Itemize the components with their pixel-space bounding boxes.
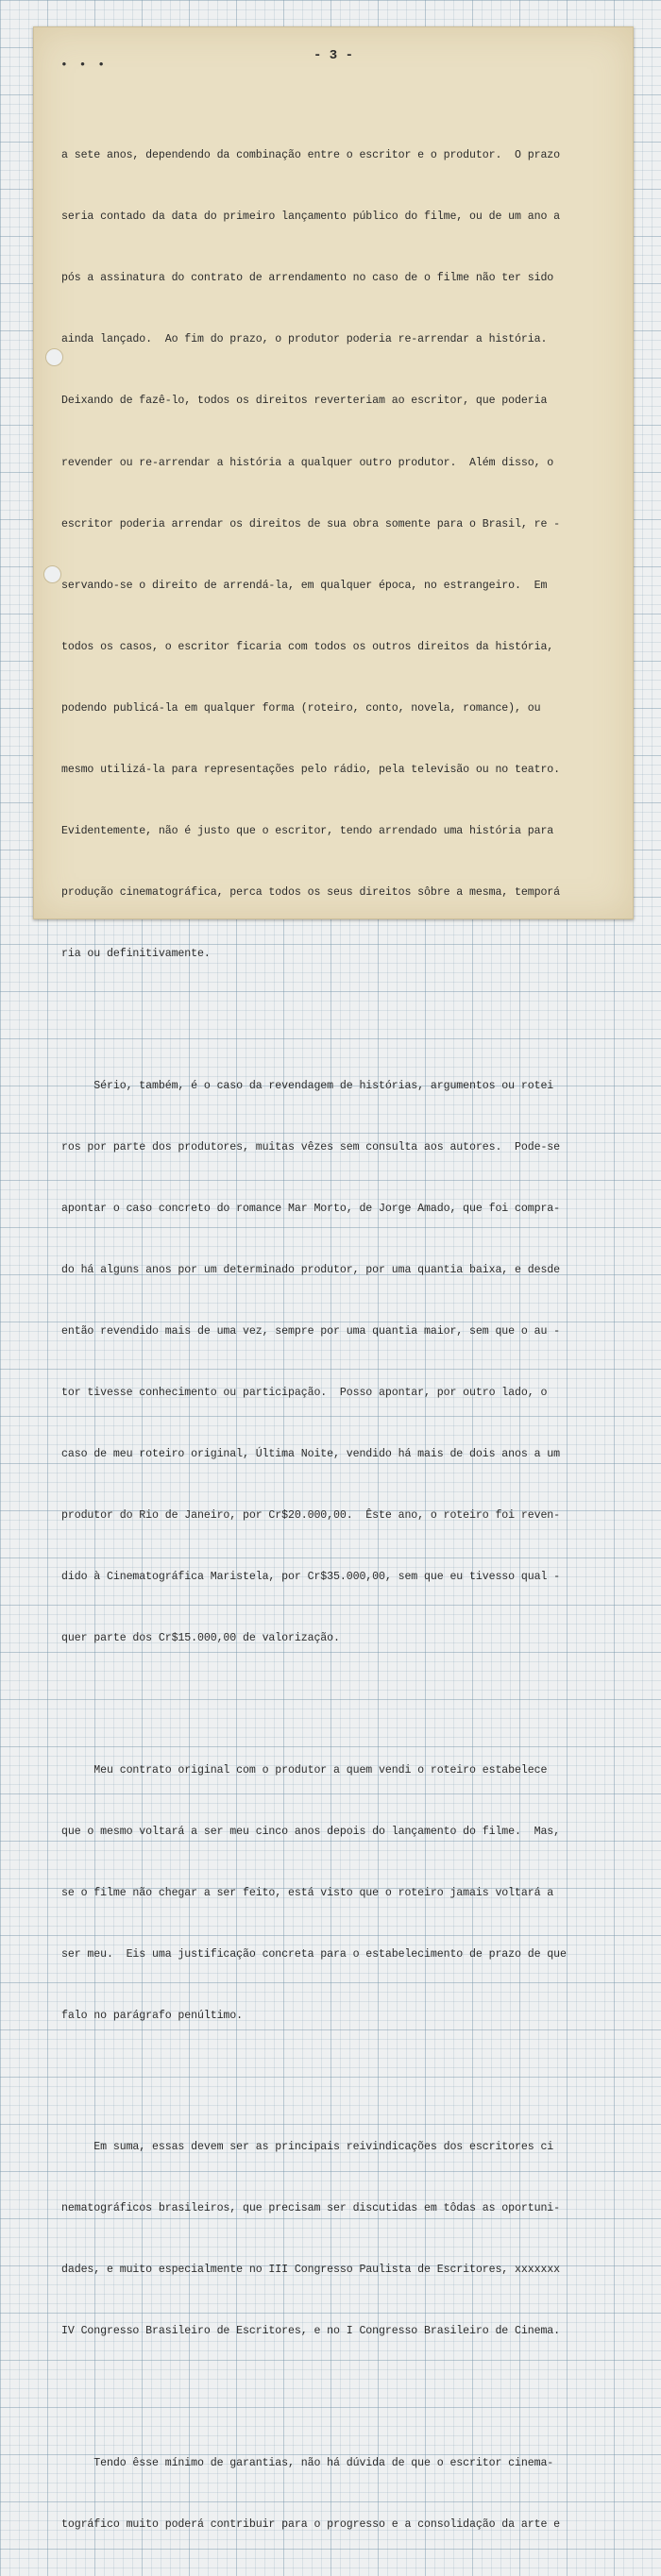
text-line: seria contado da data do primeiro lançamento público do filme, ou de um ano a [61,210,561,224]
text-line: se o filme não chegar a ser feito, está visto que o roteiro jamais voltará a [61,1886,554,1899]
text-line: Deixando de fazê-lo, todos os direitos reverteriam ao escritor, que poderia [61,395,548,408]
text-line: Meu contrato original com o produtor a quem vendi o roteiro estabelece [61,1763,548,1776]
text-line: tor tivesse conhecimento ou participação. Posso apontar, por outro lado, o [61,1387,548,1399]
text-line: escritor poderia arrendar os direitos de sua obra somente para o Brasil, re - [61,517,561,530]
corner-marks: • • • [60,58,108,72]
paragraph-gap [61,1005,622,1014]
text-line: Em suma, essas devem ser as principais reivindicações dos escritores ci [61,2141,554,2154]
text-line: revender ou re-arrendar a história a qualquer outro produtor. Além disso, o [61,456,554,469]
page-number: - 3 - [313,48,353,63]
paragraph-gap [61,2383,622,2392]
text-line: servando-se o direito de arrendá-la, em qualquer época, no estrangeiro. Em [61,579,548,592]
text-line: produtor do Rio de Janeiro, por Cr$20.000,00. Êste ano, o roteiro foi reven- [61,1509,561,1523]
typewritten-page [33,26,634,2531]
text-line: quer parte dos Cr$15.000,00 de valorização. [61,1632,340,1645]
text-line: Evidentemente, não é justo que o escritor, tendo arrendado uma história para [61,825,554,838]
text-line: todos os casos, o escritor ficaria com todos os outros direitos da história, [61,640,554,653]
text-line: apontar o caso concreto do romance Mar Morto, de Jorge Amado, que foi compra- [61,1202,561,1215]
text-line: então revendido mais de uma vez, sempre por uma quantia maior, sem que o au - [61,1324,561,1338]
text-line: Sério, também, é o caso da revendagem de histórias, argumentos ou rotei [61,1079,554,1092]
text-line: pós a assinatura do contrato de arrendamento no caso de o filme não ter sido [61,272,554,285]
text-line: que o mesmo voltará a ser meu cinco anos depois do lançamento do filme. Mas, [61,1825,561,1838]
text-line: produção cinematográfica, perca todos os seus direitos sôbre a mesma, temporá [61,886,561,900]
text-line: falo no parágrafo penúltimo. [61,2009,244,2022]
text-line: caso de meu roteiro original, Última Noite, vendido há mais de dois anos a um [61,1448,561,1461]
text-line: nematográficos brasileiros, que precisam ser discutidas em tôdas as oportuni- [61,2202,561,2215]
punch-hole-bottom [43,565,61,583]
text-line: mesmo utilizá-la para representações pelo rádio, pela televisão ou no teatro. [61,764,561,777]
text-line: tográfico muito poderá contribuir para o progresso e a consolidação da arte e [61,2517,561,2531]
text-line: podendo publicá-la em qualquer forma (roteiro, conto, novela, romance), ou [61,701,541,715]
text-line: do há alguns anos por um determinado produtor, por uma quantia baixa, e desde [61,1263,561,1276]
text-line: a sete anos, dependendo da combinação entre o escritor e o produtor. O prazo [61,149,561,162]
text-line: ainda lançado. Ao fim do prazo, o produtor poderia re-arrendar a história. [61,333,548,346]
text-line: ria ou definitivamente. [61,948,211,961]
text-line: dido à Cinematográfica Maristela, por Cr$35.000,00, sem que eu tivesso qual - [61,1571,561,1584]
body-text [61,84,622,2576]
text-line: dades, e muito especialmente no III Congresso Paulista de Escritores, xxxxxxx [61,2264,561,2277]
text-line: ros por parte dos produtores, muitas vêzes sem consulta aos autores. Pode-se [61,1140,561,1153]
paragraph-gap [61,2067,622,2076]
paragraph-gap [61,1690,622,1698]
text-line: IV Congresso Brasileiro de Escritores, e no I Congresso Brasileiro de Cinema. [61,2325,561,2338]
text-line: ser meu. Eis uma justificação concreta para o estabelecimento de prazo de que [61,1947,567,1961]
text-line: Tendo êsse mínimo de garantias, não há dúvida de que o escritor cinema- [61,2456,554,2469]
